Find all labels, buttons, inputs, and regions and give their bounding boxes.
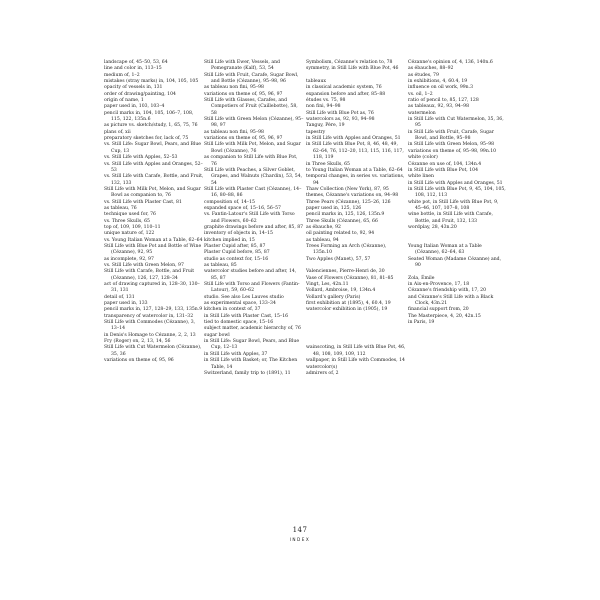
index-entry: graphite drawings before and after, 85, 87 (204, 224, 304, 230)
index-entry: Three Skulls (Cézanne), 65, 66 (306, 218, 378, 224)
index-entry: in Still Life with Apples and Oranges, 51 (306, 136, 401, 142)
index-entry: Young Italian Woman at a Table (Cézanne), 62–64, 63 (408, 243, 482, 256)
index-entry: unique nature of, 122 (104, 231, 155, 237)
index-entry: Still Life with Cut Watermelon (Cézanne), 35, 36 (104, 345, 202, 357)
index-entry: vs. Still Life: Sugar Bowl, Pears, and Blue Cup, 13 (104, 142, 202, 154)
running-head: INDEX (289, 537, 311, 542)
index-entry: études vs. 75, 98 (306, 98, 346, 104)
index-entry: in Still Life with Plaster Cast, 15–16 (204, 313, 289, 319)
index-entry: ratio of pencil to, 85, 127, 128 (408, 98, 479, 104)
index-entry: Plaster Cupid before, 85, 87 (204, 250, 270, 256)
index-entry: white linen (408, 174, 434, 180)
index-entry: in Still Life with Blue Pot, 104 (408, 167, 479, 173)
index-entry: Still Life with Milk Pot, Melon, and Sugar Bowl as companion to, 76 (104, 186, 201, 199)
index-entry: landscape of, 45–50, 53, 64 (104, 60, 168, 65)
index-entry: in Still Life: Sugar Bowl, Pears, and Blue Cup, 12–13 (204, 339, 300, 351)
index-entry: Vingt, Les, 42n.11 (306, 282, 349, 288)
index-entry: kitchen in context of, 37 (204, 307, 261, 313)
index-entry: as tableau, 85 (204, 263, 237, 268)
index-entry: watercolor(s) (306, 364, 338, 370)
index-entry: opacity of vessels in, 131 (104, 85, 163, 91)
index-entry: in Still Life with Apples, 37 (204, 351, 268, 357)
index-entry: in Still Life with Fruit, Carafe, Sugar Bowl, and Bottle, 95–98 (408, 129, 494, 142)
index-entry: variations on theme of, 95–98, 99n.10 (408, 148, 497, 154)
index-entry: Still Life with Plaster Cast (Cézanne), 14–16, 80–88, 86 (204, 186, 302, 199)
index-entry: as tableau non fini, 95–98 (204, 129, 264, 135)
index-entry: top of, 109, 109, 110–11 (104, 224, 161, 230)
index-entry: watercolors as, 92, 93, 94–98 (306, 117, 375, 123)
index-entry: Still Life with Torso and Flowers (Fantin-Latour), 59, 60–62 (204, 282, 300, 294)
index-entry: as études, 79 (408, 72, 439, 78)
index-entry: symmetry, in Still Life with Blue Pot, 46 (306, 66, 399, 72)
index-entry: watercolor studies before and after, 14, 85, 87 (204, 269, 297, 281)
index-entry: medium of, 1–2 (104, 72, 140, 78)
index-entry: Still Life with Commodes (Cézanne), 3, 13–14 (104, 320, 196, 332)
index-entry: Still Life with Glasses, Carafes, and Compotiers of Fruit (Caillebotte), 58, 58 (204, 98, 298, 116)
index-entry: in Still Life with Basket; or, The Kitchen Table, 14 (204, 358, 298, 370)
index-entry: studio as context for, 15–16 (204, 256, 269, 262)
index-entry: paper used in, 103, 103–4 (104, 104, 165, 110)
index-entry: vs. Still Life with Carafe, Bottle, and Fruit, 132, 133 (104, 174, 204, 186)
index-entry: tied to domestic space, 15–16 (204, 320, 274, 326)
index-entry: in Still Life with Green Melon, 95–98 (408, 142, 495, 148)
index-entry: Vollard, Ambroise, 19, 134n.4 (306, 288, 376, 294)
index-entry: Thaw Collection (New York), 87, 95 (306, 186, 389, 192)
index-entry: Zola, Émile (408, 275, 435, 281)
index-entry: act of drawing captured in, 128–30, 130–31, 131 (104, 282, 200, 294)
index-entry: in Still Life with Apples and Oranges, 51 (408, 180, 503, 186)
index-entry: Tanguy, Père, 19 (306, 123, 345, 129)
index-entry: wainscoting, in Still Life with Blue Pot, 46, 48, 108, 109, 109, 112 (306, 345, 406, 357)
index-entry: variations on theme of, 95, 96 (104, 358, 174, 364)
index-entry: as picture vs. sketch/study, 1, 65, 75, 76 (104, 123, 198, 129)
index-entry: pencil marks in, 104, 105, 106–7, 108, 115, 122, 135n.6 (104, 110, 194, 123)
index-entry: vs. Still Life with Plaster Cast, 81 (104, 199, 182, 205)
index-entry: pencil marks in, 127, 128–29, 133, 135n.9 (104, 307, 203, 313)
index-entry: Vollard's gallery (Paris) (306, 294, 361, 300)
index-entry: line and color in, 113–15 (104, 66, 162, 72)
index-entry: preparatory sketches for, lack of, 75 (104, 136, 189, 142)
index-entry: detail of, 131 (104, 294, 135, 300)
index-entry: as tableau, 76 (104, 205, 137, 211)
index-entry: Fry (Roger) on, 2, 13, 14, 56 (104, 339, 171, 345)
index-entry: Trees Forming an Arch (Cézanne), 135n.10 (306, 243, 387, 256)
index-entry: wine bottle, in Still Life with Carafe, Bottle, and Fruit, 132, 133 (408, 212, 493, 224)
index-entry: in Denis's Homage to Cézanne, 2, 2, 13 (104, 332, 196, 338)
index-entry: oil painting related to, 92, 94 (306, 231, 375, 237)
index-entry: vs. Still Life with Apples and Oranges, 52–53 (104, 161, 203, 173)
index-entry: themes, Cézanne's variations on, 94–98 (306, 193, 399, 199)
index-entry: The Masterpiece, 4, 20, 42n.15 (408, 313, 481, 319)
index-entry: expansion before and after, 85–88 (306, 91, 386, 97)
index-entry: technique used for, 76 (104, 212, 156, 218)
index-entry: plans of, xii (104, 129, 131, 135)
index-entry: variations on theme of, 95, 96, 97 (204, 91, 283, 97)
index-entry: Still Life with Blue Pot as, 76 (306, 110, 374, 116)
index-entry: Symbolism, Cézanne's relation to, 78 (306, 60, 393, 65)
index-entry: tapestry (306, 129, 326, 135)
index-entry: vs. Fantin-Latour's Still Life with Torso and Flowers, 60–62 (204, 212, 295, 224)
index-entry: mistakes (stray marks) in, 104, 105, 105 (104, 79, 199, 85)
index-entry: in exhibitions, 4, 60.4, 19 (408, 79, 468, 85)
index-entry: transparency of watercolor in, 131–32 (104, 313, 194, 319)
index-entry: inventory of objects in, 14–15 (204, 231, 273, 237)
index-entry: in Still Life with Blue Pot, 8, 46, 48, 49, 62–64, 76, 112–20, 113, 115, 116, 117, 118, 119 (306, 142, 404, 161)
index-entry: non fini, 94–98 (306, 104, 341, 110)
index-entry: order of drawing/painting, 104 (104, 91, 176, 97)
index-entry: white (color) (408, 155, 438, 161)
index-entry: Still Life with Milk Pot, Melon, and Sugar Bowl (Cézanne), 76 (204, 142, 301, 154)
index-entry: vs. Still Life with Apples, 52–53 (104, 155, 178, 161)
index-entry: as ébauche, 92 (306, 224, 341, 230)
index-entry: in Still Life with Blue Pot, 9, 45, 104, 105, 108, 112, 113 (408, 186, 506, 199)
index-entry: wallpaper, in Still Life with Commodes, 14 (306, 358, 405, 364)
index-entry: Vase of Flowers (Cézanne), 81, 81–85 (306, 275, 394, 281)
index-entry: as tableau non fini, 95–98 (204, 85, 264, 91)
index-entry: variations on theme of, 95, 96, 97 (204, 136, 283, 142)
index-entry: watercolor exhibition in (1905), 19 (306, 307, 388, 313)
index-entry: studio. See also Les Lauves studio (204, 294, 284, 300)
index-entry: in classical academic system, 76 (306, 85, 382, 91)
index-entry: influence on oil work, 99n.3 (408, 85, 474, 91)
index-entry: Still Life with Carafe, Bottle, and Fruit (Cézanne), 126, 127, 128–34 (104, 269, 195, 281)
index-entry: composition of, 14–15 (204, 199, 255, 205)
index-entry: Three Pears (Cézanne), 125–26, 126 (306, 199, 391, 205)
index-entry: Seated Woman (Madame Cézanne) and, 90 (408, 256, 502, 268)
index-entry: in Aix-en-Provence, 17, 18 (408, 282, 470, 288)
index-entry: Plaster Cupid after, 85, 87 (204, 243, 266, 249)
index-entry: watermelon (408, 110, 436, 116)
index-entry: as companion to Still Life with Blue Pot, 76 (204, 155, 298, 167)
index-entry: Valenciennes, Pierre-Henri de, 30 (306, 269, 385, 275)
index-entry: Switzerland, family trip to (1891), 11 (204, 370, 291, 376)
index-entry: temporal changes, in series vs. variations, 94 (306, 174, 405, 186)
index-entry: admirers of, 2 (306, 370, 339, 376)
index-entry: first exhibition at (1895), 4, 60.4, 19 (306, 301, 391, 307)
index-entry: expanded space of, 15–16, 56–57 (204, 205, 281, 211)
index-entry: vs. Three Skulls, 65 (104, 218, 150, 224)
index-entry: as incomplete, 92, 97 (104, 256, 154, 262)
index-entry: Still Life with Fruit, Carafe, Sugar Bowl, and Bottle (Cézanne), 95–98, 96 (204, 72, 299, 85)
index-column-4 (408, 60, 508, 326)
index-entry: Cézanne's opinion of, 4, 136, 140n.6 (408, 60, 493, 65)
index-column-1 (104, 60, 204, 365)
index-entry: in Still Life with Cut Watermelon, 35, 36, 95 (408, 117, 504, 129)
index-entry: white pot, in Still Life with Blue Pot, 9, 45–46, 107, 107–8, 108 (408, 199, 499, 211)
index-entry: paper used in, 133 (104, 301, 148, 307)
index-entry: to Young Italian Woman at a Table, 62–64 (306, 167, 403, 173)
index-entry: kitchen implied in, 15 (204, 237, 255, 243)
index-entry: wordplay, 28, 43n.20 (408, 224, 457, 230)
index-entry: paper used in, 125, 126 (306, 205, 362, 211)
index-entry: tableaux (306, 79, 327, 85)
index-column-2 (204, 60, 304, 377)
index-entry: origin of name, 1 (104, 98, 144, 104)
index-entry: pencil marks in, 125, 126, 135n.9 (306, 212, 385, 218)
index-entry: as tableaux, 92, 93, 94–98 (408, 104, 469, 110)
index-column-3 (306, 60, 406, 377)
index-entry: as experimental space, 133–34 (204, 301, 276, 307)
index-entry: as tableau, 94 (306, 237, 339, 243)
index-entry: Cézanne's friendship with, 17, 20 (408, 288, 487, 294)
index-entry: Cézanne on use of, 104, 134n.4 (408, 161, 482, 167)
index-entry: Two Apples (Manet), 57, 57 (306, 256, 371, 262)
index-entry: in Three Skulls, 65 (306, 161, 350, 167)
index-entry: sugar bowl (204, 332, 230, 338)
index-entry: vs. oil, 1–2 (408, 91, 433, 97)
index-entry: Still Life with Blue Pot and Bottle of Wine (Cézanne), 92, 95 (104, 243, 202, 256)
index-entry: financial support from, 20 (408, 307, 469, 313)
index-entry: Still Life with Green Melon (Cézanne), 95–98, 97 (204, 117, 304, 129)
page-number: 147 (292, 526, 308, 534)
index-entry: subject matter, academic hierarchy of, 76 (204, 326, 301, 332)
index-entry: as ébauches, 88–92 (408, 66, 454, 72)
index-entry: and Cézanne's Still Life with a Black Clock, 43n.21 (408, 294, 494, 307)
index-entry: in Paris, 19 (408, 320, 435, 326)
index-entry: vs. Young Italian Woman at a Table, 62–64 (104, 237, 203, 243)
index-entry: vs. Still Life with Green Melon, 97 (104, 263, 184, 268)
index-entry: Still Life with Peaches, a Silver Goblet, Grapes, and Walnuts (Chardin), 53, 54, 54 (204, 167, 303, 186)
index-entry: Still Life with Ewer, Vessels, and Pomegranate (Kalf), 53, 54 (204, 60, 280, 72)
